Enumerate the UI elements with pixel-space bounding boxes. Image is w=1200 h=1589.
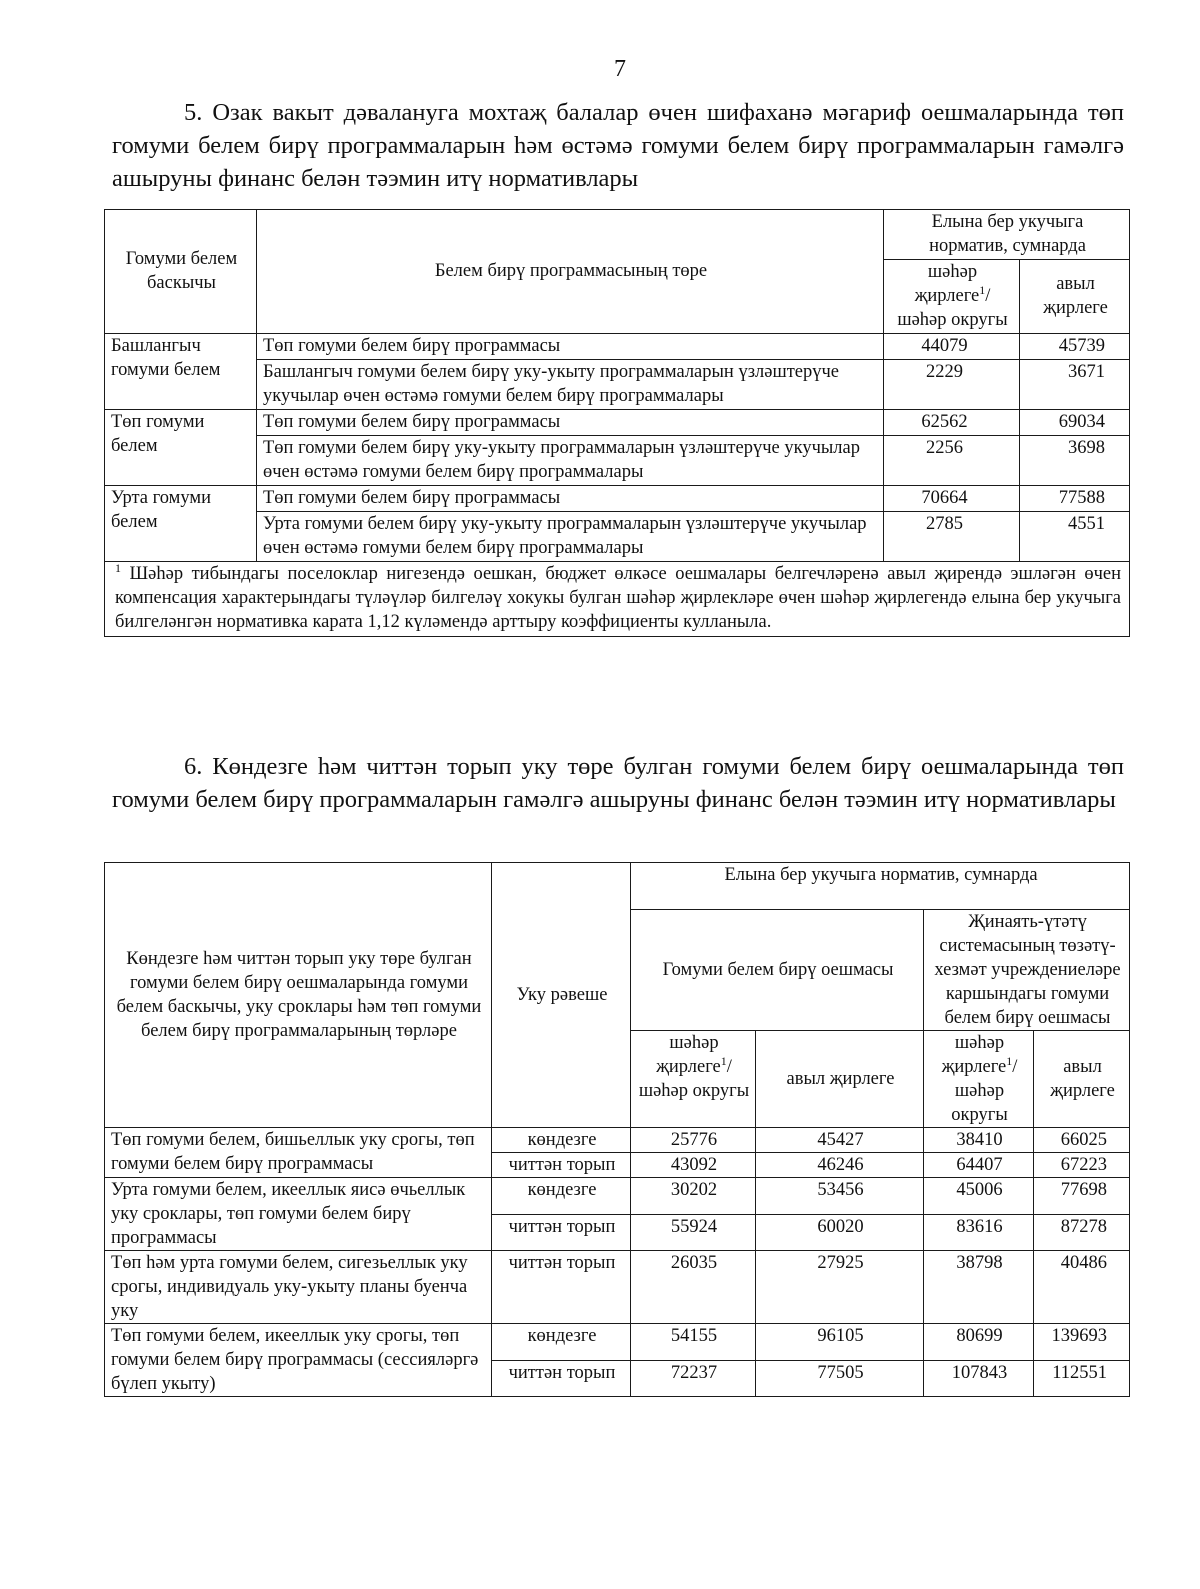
program-cell: Төп гомуми белем бирү уку-укыту программаларын үзләштерүче укучылар өчен өстәмә гомуми белем бирү программалары [257,436,884,486]
program-cell: Төп гомуми белем бирү программасы [257,334,884,360]
program-cell: Башлангыч гомуми белем бирү уку-укыту программаларын үзләштерүче укучылар өчен өстәмә гомуми белем бирү программалары [257,360,884,410]
urban-value: 62562 [884,410,1020,436]
rural-value: 4551 [1020,512,1130,562]
penal-urban-value: 64407 [924,1153,1034,1178]
header-urban-a: шәһәр җирлеге [941,1033,1007,1077]
study-form-cell: көндезге [492,1178,631,1215]
urban-value: 2256 [884,436,1020,486]
header-norm: Елына бер укучыга норматив, сумнарда [631,863,1130,910]
table-row [105,1324,1130,1361]
stage-cell: Төп гомуми белем [105,410,257,486]
penal-urban-value: 38798 [924,1251,1034,1324]
general-urban-value: 25776 [631,1128,756,1153]
rural-value: 45739 [1020,334,1130,360]
table-row [105,1128,1130,1153]
section-5-table [104,209,1130,637]
header-penal-org: Җинаять-үтәтү системасының төзәтү-хезмәт учреждениеләре каршындагы гомуми белем бирү оешмасы [924,910,1130,1031]
penal-rural-value: 139693 [1034,1324,1130,1361]
header-urban-a: шәһәр җирлеге [656,1033,721,1077]
footnote-ref: 1 [720,1053,727,1068]
program-desc-cell: Төп гомуми белем, бишьеллык уку срогы, төп гомуми белем бирү программасы [105,1128,492,1178]
program-cell: Урта гомуми белем бирү уку-укыту программаларын үзләштерүче укучылар өчен өстәмә гомуми белем бирү программалары [257,512,884,562]
urban-value: 44079 [884,334,1020,360]
general-rural-value: 45427 [756,1128,924,1153]
general-rural-value: 53456 [756,1178,924,1215]
program-cell: Төп гомуми белем бирү программасы [257,410,884,436]
general-rural-value: 60020 [756,1214,924,1251]
penal-rural-value: 66025 [1034,1128,1130,1153]
header-urban-b: / шәһәр округы [951,1057,1018,1125]
header-urban-b: / шәһәр округы [638,1057,750,1101]
study-form-cell: читтән торып [492,1251,631,1324]
header-form: Уку рәвеше [492,863,631,1128]
general-urban-value: 55924 [631,1214,756,1251]
header-stage: Гомуми белем баскычы [105,210,257,334]
study-form-cell: читтән торып [492,1360,631,1397]
program-desc-cell: Урта гомуми белем, икееллык яисә өчьеллык уку сроклары, төп гомуми белем бирү программасы [105,1178,492,1251]
table-row [105,360,1130,410]
footnote-mark: 1 [115,560,121,575]
header-urban [924,1031,1034,1128]
header-norm: Елына бер укучыга норматив, сумнарда [884,210,1130,260]
urban-value: 2229 [884,360,1020,410]
section-6-heading: 6. Көндезге һәм читтән торып уку төре булган гомуми белем бирү оешмаларында төп гомуми белем бирү программаларын гамәлгә ашыруны финанс белән тәэмин итү нормативлары [112,753,1124,813]
study-form-cell: читтән торып [492,1153,631,1178]
rural-value: 3671 [1020,360,1130,410]
study-form-cell: көндезге [492,1128,631,1153]
header-urban [884,260,1020,334]
general-rural-value: 27925 [756,1251,924,1324]
rural-value: 77588 [1020,486,1130,512]
penal-rural-value: 67223 [1034,1153,1130,1178]
table-row [105,410,1130,436]
header-desc: Көндезге һәм читтән торып уку төре булган гомуми белем бирү оешмаларында гомуми белем баскычы, уку сроклары һәм төп гомуми белем бирү программаларының төрләре [105,863,492,1128]
footnote-ref: 1 [979,282,986,297]
penal-urban-value: 107843 [924,1360,1034,1397]
penal-rural-value: 112551 [1034,1360,1130,1397]
header-program: Белем бирү программасының төре [257,210,884,334]
penal-rural-value: 77698 [1034,1178,1130,1215]
footnote [105,562,1130,637]
rural-value: 3698 [1020,436,1130,486]
study-form-cell: читтән торып [492,1214,631,1251]
header-rural: авыл җирлеге [1020,260,1130,334]
section-6-table-body [105,1128,1130,1397]
table-row [105,1178,1130,1215]
stage-cell: Урта гомуми белем [105,486,257,562]
footnote-text: Шәһәр тибындагы поселоклар нигезендә оешкан, бюджет өлкәсе оешмалары белгечләренә авыл җирендә эшләгән өчен компенсация характерындагы түләүләр билгеләү хокукы булган шәһәр җирлекләре өчен шәһәр җирлегендә елына бер укучыга билгеләнгән нормативка карата 1,12 күләмендә арттыру коэффициенты кулланыла. [115,564,1122,632]
program-cell: Төп гомуми белем бирү программасы [257,486,884,512]
penal-urban-value: 83616 [924,1214,1034,1251]
header-urban [631,1031,756,1128]
footnote-ref: 1 [1006,1053,1013,1068]
table-row [105,1251,1130,1324]
general-rural-value: 77505 [756,1360,924,1397]
urban-value: 2785 [884,512,1020,562]
table-row [105,334,1130,360]
program-desc-cell: Төп һәм урта гомуми белем, сигезьеллык уку срогы, индивидуаль уку-укыту планы буенча уку [105,1251,492,1324]
header-urban-a: шәһәр җирлеге [914,262,980,306]
penal-urban-value: 80699 [924,1324,1034,1361]
penal-rural-value: 87278 [1034,1214,1130,1251]
general-urban-value: 26035 [631,1251,756,1324]
header-urban-b: / шәһәр округы [897,286,1008,330]
penal-rural-value: 40486 [1034,1251,1130,1324]
general-urban-value: 72237 [631,1360,756,1397]
header-general-org: Гомуми белем бирү оешмасы [631,910,924,1031]
table-row [105,512,1130,562]
section-6-table [104,862,1130,1397]
general-rural-value: 96105 [756,1324,924,1361]
program-desc-cell: Төп гомуми белем, икееллык уку срогы, төп гомуми белем бирү программасы (сессияләргә бүлеп укыту) [105,1324,492,1397]
header-rural: авыл җирлеге [1034,1031,1130,1128]
rural-value: 69034 [1020,410,1130,436]
penal-urban-value: 45006 [924,1178,1034,1215]
page-number: 7 [614,56,626,82]
general-urban-value: 30202 [631,1178,756,1215]
general-urban-value: 43092 [631,1153,756,1178]
penal-urban-value: 38410 [924,1128,1034,1153]
table-row [105,486,1130,512]
study-form-cell: көндезге [492,1324,631,1361]
section-5-table-body [105,334,1130,562]
urban-value: 70664 [884,486,1020,512]
header-rural: авыл җирлеге [756,1031,924,1128]
stage-cell: Башлангыч гомуми белем [105,334,257,410]
table-row [105,436,1130,486]
section-5-heading: 5. Озак вакыт дәвалануга мохтаҗ балалар өчен шифаханә мәгариф оешмаларында төп гомуми белем бирү программаларын һәм өстәмә гомуми белем бирү программаларын гамәлгә ашыруны финанс белән тәэмин итү нормативлары [112,99,1124,192]
general-rural-value: 46246 [756,1153,924,1178]
general-urban-value: 54155 [631,1324,756,1361]
